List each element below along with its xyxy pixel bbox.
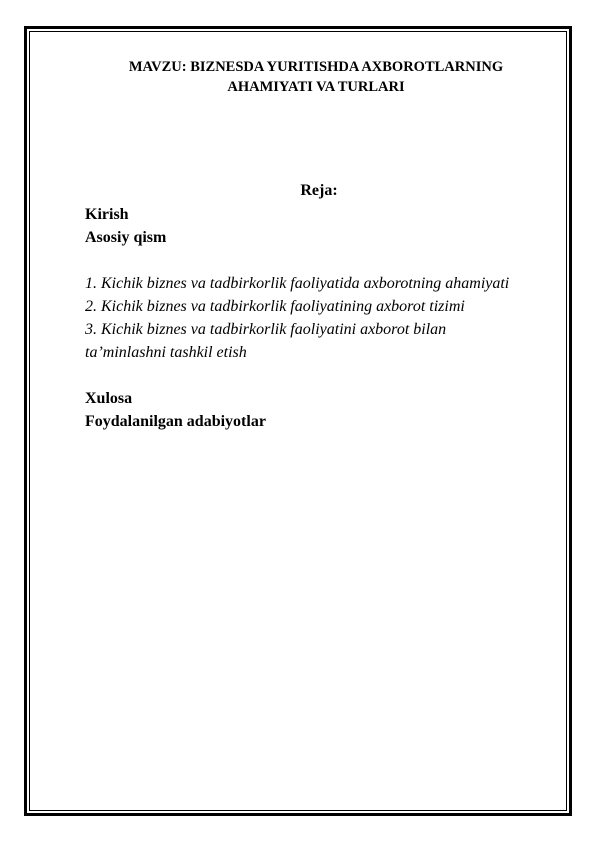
plan-intro: Kirish	[85, 206, 129, 223]
document-title: MAVZU: BIZNESDA YURITISHDA AXBOROTLARNING AHAMIYATI VA TURLARI	[128, 59, 504, 95]
plan-item-1: 1. Kichik biznes va tadbirkorlik faoliyatida axborotning ahamiyati	[85, 275, 510, 292]
plan-main-part: Asosiy qism	[85, 229, 167, 246]
plan-references: Foydalanilgan adabiyotlar	[85, 413, 266, 430]
plan-item-2: 2. Kichik biznes va tadbirkorlik faoliyatining axborot tizimi	[85, 298, 465, 315]
spacer	[85, 364, 525, 387]
plan-heading: Reja:	[300, 182, 338, 199]
spacer	[85, 249, 525, 272]
plan-item-3: 3. Kichik biznes va tadbirkorlik faoliyatini axborot bilan ta’minlashni tashkil etish	[85, 321, 447, 361]
plan-content	[85, 203, 525, 433]
plan-conclusion: Xulosa	[85, 390, 133, 407]
